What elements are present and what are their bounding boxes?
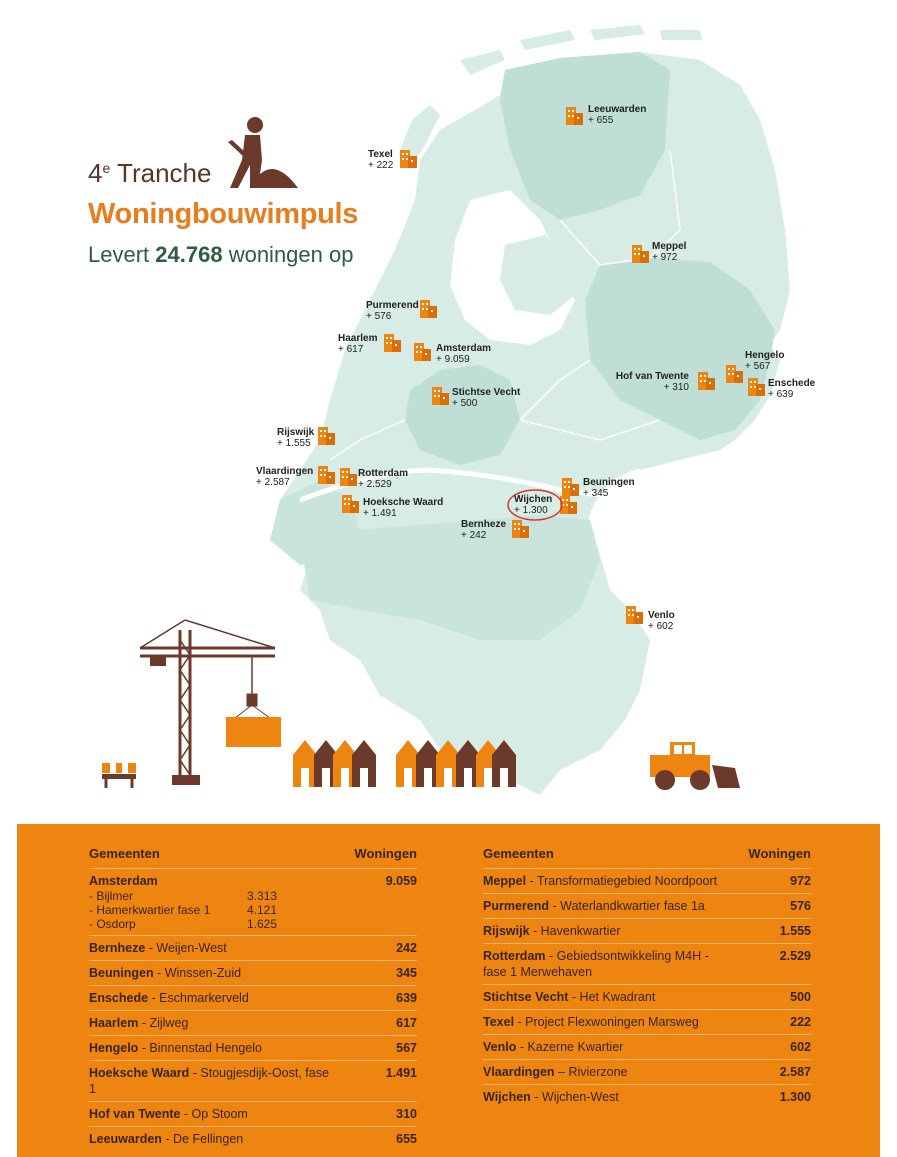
row-value: 972: [790, 874, 811, 888]
row-name: Hengelo - Binnenstad Hengelo: [89, 1041, 263, 1055]
header-woningen: Woningen: [354, 846, 417, 861]
row-value: 310: [396, 1107, 417, 1121]
row-value: 1.491: [385, 1066, 417, 1080]
building-icon: [626, 606, 643, 624]
map-label-enschede: Enschede + 639: [768, 378, 816, 400]
row-value: 500: [790, 990, 811, 1004]
map-label-vlaardingen: Vlaardingen + 2.587: [256, 466, 314, 488]
map-label-texel: Texel + 222: [368, 149, 394, 171]
table-row: [89, 1011, 417, 1036]
table-row: [483, 1060, 811, 1085]
map-label-amsterdam: Amsterdam + 9.059: [436, 343, 492, 365]
sub-row: - Osdorp 1.625: [89, 917, 278, 931]
map-label-hoeksche-waard: Hoeksche Waard + 1.491: [363, 497, 444, 519]
table-column-right: [483, 846, 811, 1109]
table-rows-left: [89, 869, 417, 1151]
row-value: 639: [396, 991, 417, 1005]
row-value: 1.300: [779, 1090, 811, 1104]
header-gemeenten: Gemeenten: [89, 846, 160, 861]
page-subtitle: Levert 24.768 woningen op: [88, 242, 354, 267]
table-row: [89, 1127, 417, 1151]
houses-icon: [293, 740, 516, 787]
row-name: Hoeksche Waard - Stougjesdijk-Oost, fase 1: [89, 1066, 329, 1096]
row-name: Rotterdam - Gebiedsontwikkeling M4H - fase 1 Merwehaven: [483, 949, 709, 979]
row-value: 2.587: [779, 1065, 811, 1079]
table-row: [483, 1085, 811, 1109]
row-name: Enschede - Eschmarkerveld: [89, 991, 249, 1005]
table-row: [483, 1035, 811, 1060]
map-label-bernheze: Bernheze + 242: [461, 519, 507, 541]
bulldozer-icon: [650, 742, 740, 790]
map-label-hof-van-twente: Hof van Twente + 310: [615, 371, 689, 393]
table-row: [89, 869, 417, 936]
table-row: [89, 1102, 417, 1127]
crane-base-icon: [172, 775, 200, 785]
row-value: 2.529: [779, 949, 811, 963]
house-icon: [352, 740, 376, 787]
row-value: 1.555: [779, 924, 811, 938]
row-value: 617: [396, 1016, 417, 1030]
table-column-left: [89, 846, 417, 1151]
row-name: Hof van Twente - Op Stoom: [89, 1107, 248, 1121]
map-label-stichtse-vecht: Stichtse Vecht + 500: [452, 387, 521, 409]
row-value: 345: [396, 966, 417, 980]
sub-row: - Hamerkwartier fase 1 4.121: [89, 903, 278, 917]
table-header: [89, 846, 417, 869]
road-barrier-icon: [102, 763, 136, 788]
map-label-haarlem: Haarlem + 617: [338, 333, 378, 355]
house-icon: [293, 740, 317, 787]
row-name: Vlaardingen – Rivierzone: [483, 1065, 628, 1079]
map-label-purmerend: Purmerend + 576: [366, 300, 419, 322]
row-value: 9.059: [385, 874, 417, 888]
map-label-leeuwarden: Leeuwarden + 655: [588, 104, 647, 126]
header-gemeenten: Gemeenten: [483, 846, 554, 861]
map-label-meppel: Meppel + 972: [652, 241, 687, 263]
row-name: Beuningen - Winssen-Zuid: [89, 966, 242, 980]
map-label-wijchen: Wijchen + 1.300: [514, 494, 553, 516]
map-label-venlo: Venlo + 602: [648, 610, 675, 632]
row-name: Meppel - Transformatiegebied Noordpoort: [483, 874, 718, 888]
page-title: Woningbouwimpuls: [88, 198, 359, 230]
row-name: Venlo - Kazerne Kwartier: [483, 1040, 624, 1054]
table-row: [483, 1010, 811, 1035]
row-name: Stichtse Vecht - Het Kwadrant: [483, 990, 656, 1004]
map-label-beuningen: Beuningen + 345: [583, 477, 635, 499]
row-name: Wijchen - Wijchen-West: [483, 1090, 619, 1104]
map-label-rotterdam: Rotterdam + 2.529: [358, 468, 409, 490]
row-value: 222: [790, 1015, 811, 1029]
map-label-hengelo: Hengelo + 567: [745, 350, 785, 372]
crane-load-icon: [226, 717, 281, 747]
table-rows-right: [483, 869, 811, 1109]
table-row: [89, 1061, 417, 1102]
table-row: [483, 894, 811, 919]
table-row: [483, 919, 811, 944]
row-name: Bernheze - Weijen-West: [89, 941, 227, 955]
row-name: Texel - Project Flexwoningen Marsweg: [483, 1015, 699, 1029]
row-name: Haarlem - Zijlweg: [89, 1016, 189, 1030]
table-row: [89, 961, 417, 986]
row-name: Purmerend - Waterlandkwartier fase 1a: [483, 899, 705, 913]
table-row: [89, 936, 417, 961]
table-header: [483, 846, 811, 869]
crane-icon: [140, 620, 275, 775]
row-name: Rijswijk - Havenkwartier: [483, 924, 621, 938]
header-woningen: Woningen: [748, 846, 811, 861]
tranche-label: 4e Tranche: [88, 158, 212, 188]
row-value: 567: [396, 1041, 417, 1055]
row-name: Amsterdam: [89, 874, 158, 888]
row-value: 576: [790, 899, 811, 913]
table-row: [483, 944, 811, 985]
map-label-rijswijk: Rijswijk + 1.555: [277, 427, 315, 449]
table-row: [483, 869, 811, 894]
crane-counterweight-icon: [150, 656, 166, 666]
municipalities-table-panel: [17, 824, 880, 1157]
table-row: [89, 1036, 417, 1061]
row-value: 602: [790, 1040, 811, 1054]
row-value: 242: [396, 941, 417, 955]
row-value: 655: [396, 1132, 417, 1146]
construction-worker-icon: [228, 117, 298, 188]
sub-row: - Bijlmer 3.313: [89, 889, 278, 903]
table-row: [89, 986, 417, 1011]
row-name: Leeuwarden - De Fellingen: [89, 1132, 244, 1146]
table-row: [483, 985, 811, 1010]
